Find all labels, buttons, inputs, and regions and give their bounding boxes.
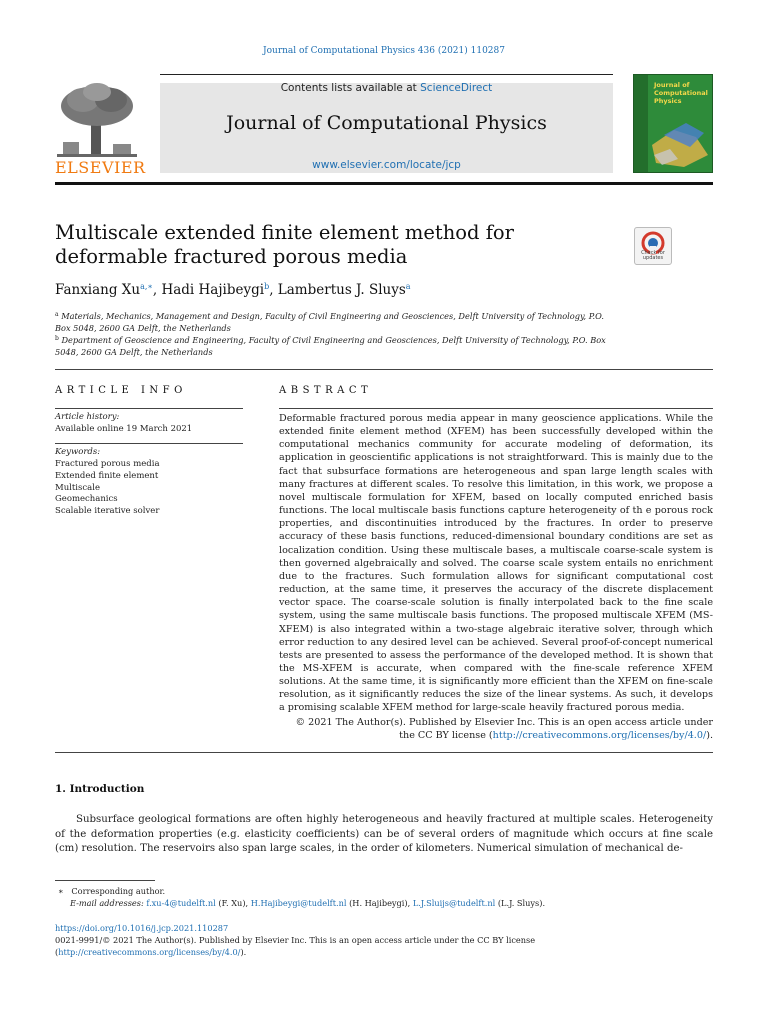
abstract-text: Deformable fractured porous media appear in many geoscience applications. While the extended finite element method (XFEM) has been successfully developed within the computational mechanics community for accurate modeling of deformation, its application in geoscientific applications is not straightforward. This is mainly due to the fact that subsurface formations are heterogeneous and span large length scales with many fractures at different scales. To resolve this limitation, in this work, we propose a novel multiscale formulation for XFEM, based on locally computed enriched basis functions. The local multiscale basis functions capture heterogeneity of th e porous rock properties, and discontinuities introduced by the fractures. In order to preserve accuracy of these basis functions, reduced-dimensional boundary conditions are set as localization condition. Using these multiscale bases, a multiscale coarse-scale system is then governed algebraically and solved. The coarse scale system entails no enrichment due to the fractures. Such formulation allows for significant computational cost reduction, at the same time, it preserves the accuracy of the discrete displacement vector space. The coarse-scale solution is finally interpolated back to the fine scale system, using the same multiscale basis functions. The proposed multiscale XFEM (MS-XFEM) is also integrated within a two-stage algebraic iterative solver, through which error reduction to any desired level can be achieved. Several proof-of-concept numerical tests are presented to assess the performance of the developed method. It is shown that the MS-XFEM is accurate, when compared with the fine-scale reference XFEM solutions. At the same time, it is significantly more efficient than the XFEM on fine-scale resolution, as it significantly reduces the size of the linear systems. As such, it develops a promising scalable XFEM method for large-scale heavily fractured porous media. bbox=[279, 413, 713, 714]
author-name: Fanxiang Xu bbox=[55, 282, 141, 298]
copyright-text: © 2021 The Author(s). Published by Elsevier Inc. This is an open access article under the CC BY license ( bbox=[295, 717, 713, 742]
email-owner: (F. Xu), bbox=[218, 898, 249, 908]
affiliation-mark: b bbox=[55, 335, 59, 342]
journal-homepage-link[interactable]: www.elsevier.com/locate/jcp bbox=[312, 159, 461, 171]
email-addresses bbox=[70, 898, 670, 908]
affiliation bbox=[55, 333, 620, 358]
journal-name: Journal of Computational Physics bbox=[226, 112, 547, 134]
email-link[interactable]: L.J.Sluijs@tudelft.nl bbox=[412, 898, 496, 908]
author-name: Lambertus J. Sluys bbox=[277, 282, 406, 298]
email-link[interactable]: H.Hajibeygi@tudelft.nl bbox=[250, 898, 347, 908]
section-rule bbox=[55, 369, 713, 370]
cc-license-link[interactable]: http://creativecommons.org/licenses/by/4.0/ bbox=[492, 730, 707, 742]
corresponding-text: Corresponding author. bbox=[71, 886, 166, 896]
keyword: Fractured porous media bbox=[55, 459, 160, 469]
article-info-rule bbox=[55, 443, 243, 444]
keyword: Scalable iterative solver bbox=[55, 506, 160, 517]
journal-cover-image[interactable] bbox=[633, 74, 713, 173]
license-close: ). bbox=[240, 946, 247, 957]
sciencedirect-link[interactable]: ScienceDirect bbox=[420, 82, 493, 94]
cover-title: Journal of Computational Physics bbox=[654, 81, 708, 105]
issn-license-line bbox=[55, 935, 675, 958]
keywords-list bbox=[55, 459, 160, 518]
license-link[interactable]: http://creativecommons.org/licenses/by/4.0/ bbox=[58, 946, 241, 957]
copyright-notice bbox=[279, 716, 713, 742]
copyright-end: ). bbox=[706, 730, 713, 742]
issn-text: 0021-9991/© 2021 The Author(s). Published by Elsevier Inc. This is an open access article under the CC BY license bbox=[55, 935, 536, 945]
email-owner: (L.J. Sluys). bbox=[497, 898, 546, 908]
footnote-rule bbox=[55, 880, 155, 881]
author-affiliation-mark[interactable]: a bbox=[405, 282, 411, 291]
header-bottom-rule bbox=[55, 182, 713, 185]
header-top-rule bbox=[160, 74, 613, 75]
author-affiliation-mark[interactable]: b bbox=[264, 282, 270, 291]
introduction-paragraph: Subsurface geological formations are often highly heterogeneous and heavily fractured at multiple scales. Heterogeneity of the deformation properties (e.g. elasticity coefficients) can be of several orders of magnitude which occurs at fine scale (cm) resolution. The reservoirs also span large scales, in the order of kilometers. Numerical simulation of mechanical de- bbox=[55, 814, 713, 854]
author-name: Hadi Hajibeygi bbox=[161, 282, 265, 298]
affiliation bbox=[55, 309, 620, 334]
check-updates-label: Check for updates bbox=[641, 250, 665, 261]
article-title: Multiscale extended finite element method for deformable fractured porous media bbox=[55, 221, 514, 268]
history-value: Available online 19 March 2021 bbox=[55, 424, 193, 434]
keyword: Multiscale bbox=[55, 482, 100, 493]
email-label: E-mail addresses: bbox=[70, 898, 144, 908]
section-heading: 1. Introduction bbox=[55, 783, 145, 795]
author-affiliation-mark[interactable]: a,∗ bbox=[140, 282, 153, 291]
email-owner: (H. Hajibeygi), bbox=[349, 898, 411, 908]
corresponding-mark: ∗ bbox=[58, 886, 64, 896]
affiliation-text: Materials, Mechanics, Management and Design, Faculty of Civil Engineering and Geosciences, Delft University of Technology, P.O. Box 5048, 2600 GA Delft, the Netherlands bbox=[55, 311, 604, 333]
abstract-rule bbox=[279, 408, 713, 409]
keywords-label: Keywords: bbox=[55, 447, 101, 457]
keyword: Extended finite element bbox=[55, 470, 159, 481]
article-info-rule bbox=[55, 408, 243, 409]
contents-prefix: Contents lists available at bbox=[280, 82, 421, 94]
elsevier-wordmark: ELSEVIER bbox=[55, 158, 146, 177]
journal-reference[interactable]: Journal of Computational Physics 436 (2021) 110287 bbox=[263, 46, 505, 56]
corresponding-author-note bbox=[58, 886, 165, 896]
contents-line bbox=[160, 82, 613, 94]
article-info-heading: ARTICLE INFO bbox=[55, 385, 187, 396]
keyword: Geomechanics bbox=[55, 494, 118, 505]
history-label: Article history: bbox=[55, 412, 120, 422]
affiliation-mark: a bbox=[55, 311, 59, 318]
license-open: ( bbox=[55, 946, 59, 957]
check-for-updates-badge[interactable] bbox=[634, 227, 672, 265]
author-list: Fanxiang $Xu^{a,∗}$, Hadi Hajibeygi$^b$, Lambertus J. Sluys$^a$ bbox=[55, 282, 411, 298]
affiliation-text: Department of Geoscience and Engineering, Faculty of Civil Engineering and Geosciences, Delft University of Technology, P.O. Box 5048, 2600 GA Delft, the Netherlands bbox=[55, 335, 606, 357]
abstract-heading: ABSTRACT bbox=[279, 385, 373, 396]
doi-link[interactable]: https://doi.org/10.1016/j.jcp.2021.110287 bbox=[55, 923, 229, 933]
email-link[interactable]: f.xu-4@tudelft.nl bbox=[146, 898, 216, 908]
section-rule bbox=[55, 752, 713, 753]
